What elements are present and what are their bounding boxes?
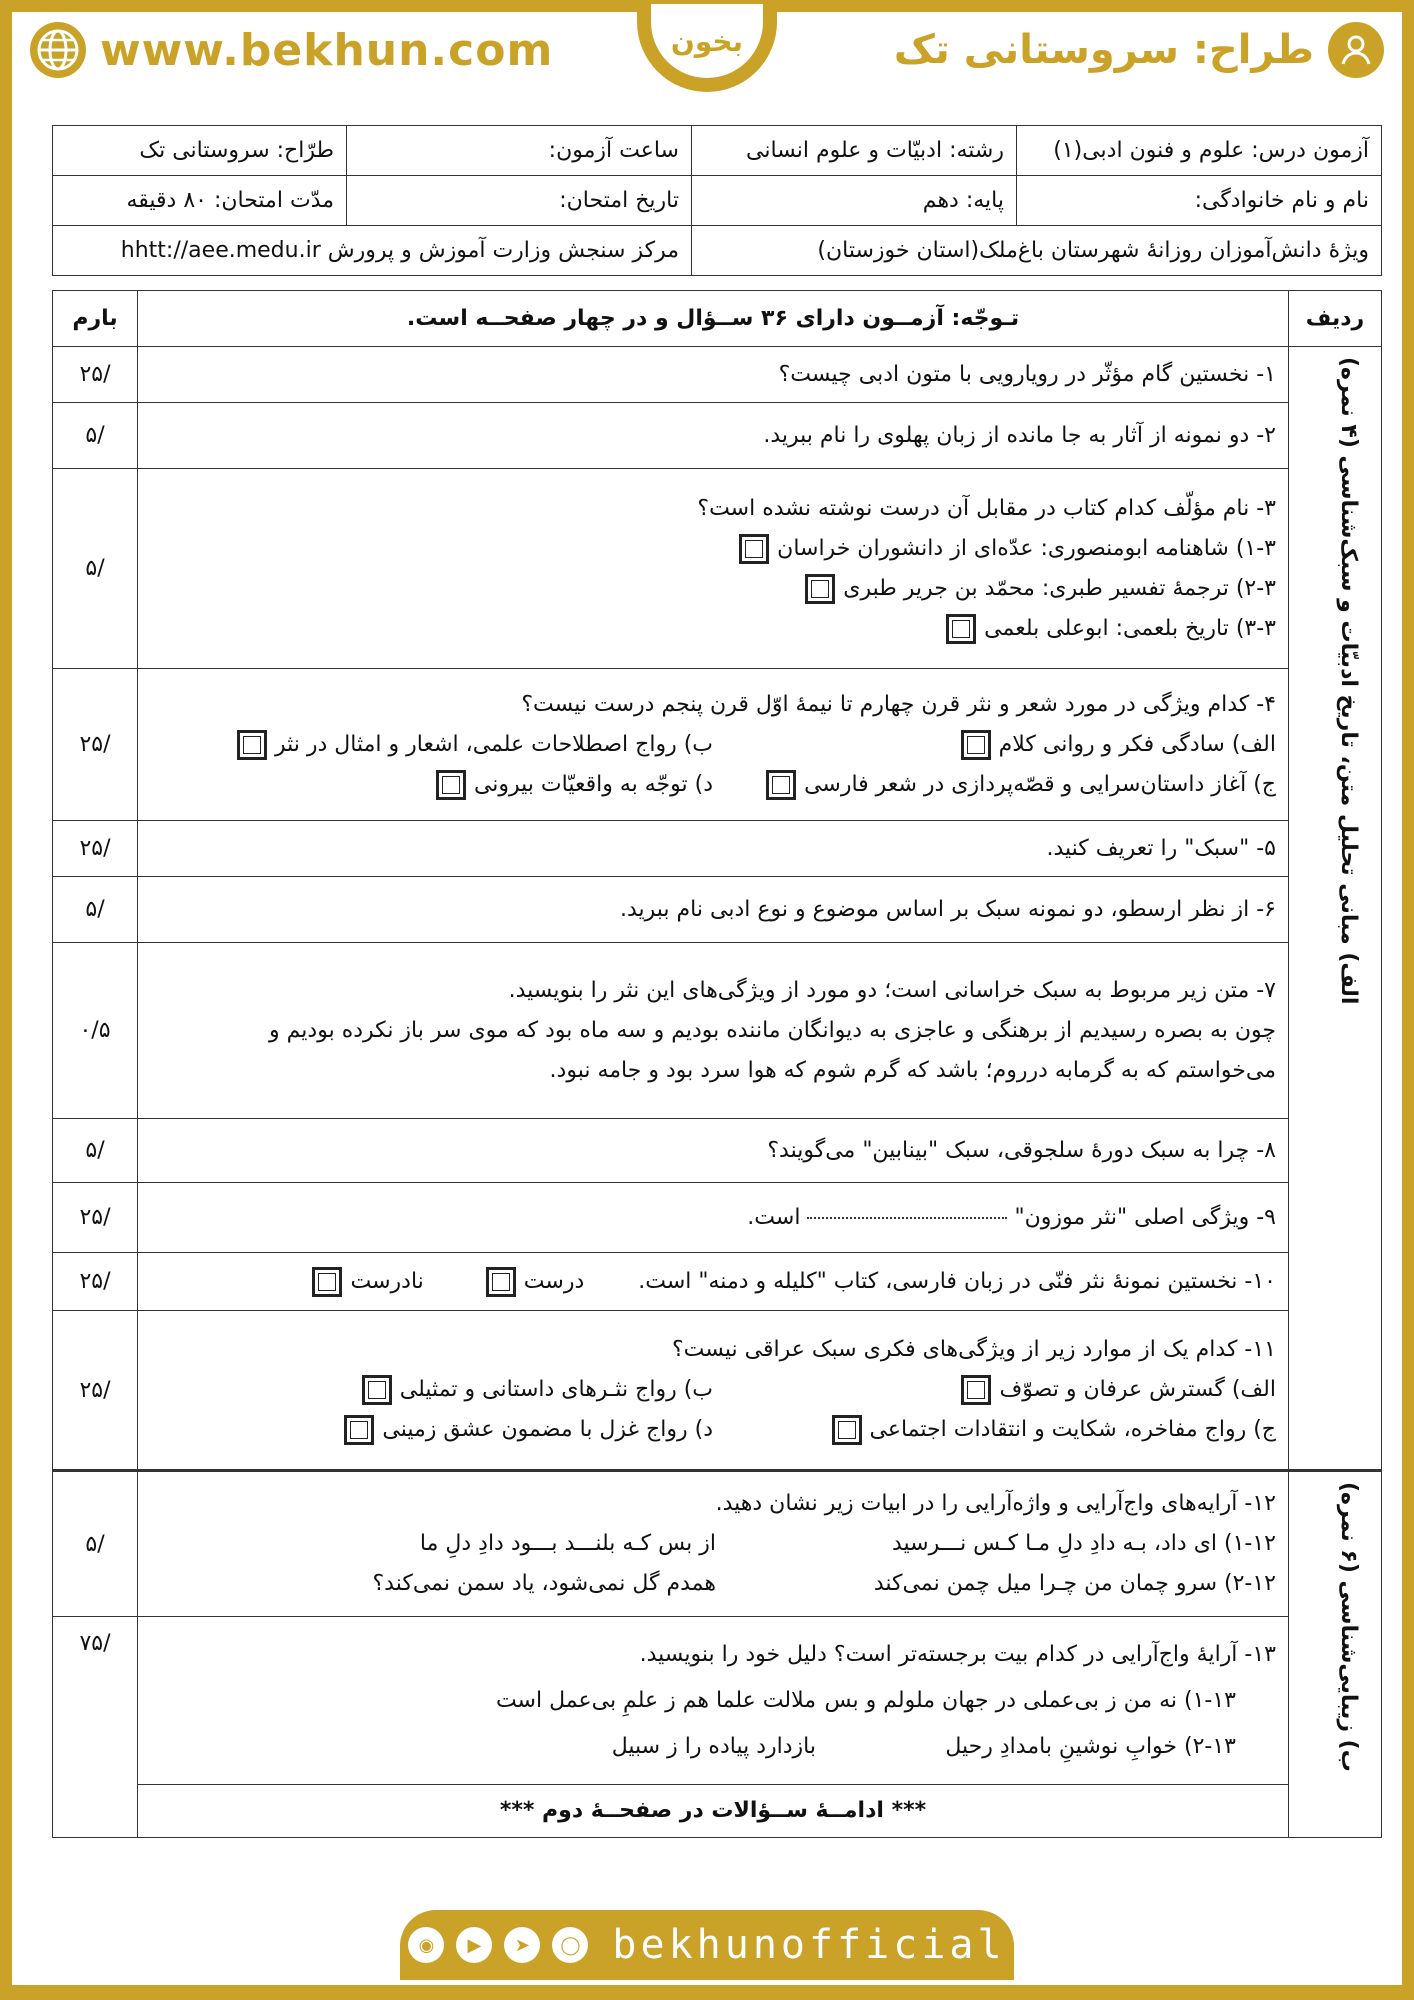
checkbox-icon[interactable]	[739, 534, 769, 564]
question-6: ۶- از نظر ارسطو، دو نمونه سبک بر اساس موضوع و نوع ادبی نام ببرید.	[138, 877, 1289, 943]
designer-badge	[894, 22, 1384, 78]
notice: تـوجّه: آزمــون دارای ۳۶ ســؤال و در چهار صفحــه است.	[138, 291, 1289, 347]
footer-banner	[400, 1910, 1014, 1980]
continue-note: *** ادامــهٔ ســؤالات در صفحــهٔ دوم ***	[138, 1785, 1289, 1838]
q11-option-b[interactable]	[150, 1370, 713, 1410]
q3-option-1-label: ۱-۳) شاهنامه ابومنصوری: عدّه‌ای از دانشوران خراسان	[777, 535, 1276, 561]
q11-option-c-label: ج) رواج مفاخره، شکایت و انتقادات اجتماعی	[869, 1417, 1276, 1442]
score-10: /۲۵	[53, 1253, 138, 1311]
question-5: ۵- "سبک" را تعریف کنید.	[138, 821, 1289, 877]
answer-blank[interactable]	[807, 1217, 1007, 1219]
q7-passage-line-2: می‌خواستم که به گرمابه درروم؛ باشد که گرم شوم که هوا سرد بود و جامه نبود.	[549, 1057, 1276, 1083]
question-13	[138, 1617, 1289, 1785]
checkbox-icon[interactable]	[237, 730, 267, 760]
q13-verse-1b: ملالت علما هم ز علمِ بی‌عمل است	[495, 1687, 816, 1713]
question-4	[138, 669, 1289, 821]
checkbox-icon[interactable]	[961, 730, 991, 760]
q3-option-3-label: ۳-۳) تاریخ بلعمی: ابوعلی بلعمی	[984, 615, 1276, 641]
checkbox-icon[interactable]	[805, 574, 835, 604]
site-link[interactable]	[30, 22, 553, 78]
question-12	[138, 1471, 1289, 1617]
checkbox-icon[interactable]	[832, 1415, 862, 1445]
instagram-icon[interactable]: ◯	[552, 1927, 588, 1963]
question-7	[138, 943, 1289, 1119]
telegram-icon[interactable]: ➤	[504, 1927, 540, 1963]
checkbox-icon[interactable]	[946, 614, 976, 644]
exam-time-cell: ساعت آزمون:	[347, 126, 692, 176]
question-10-text: ۱۰- نخستین نمونهٔ نثر فنّی در زبان فارسی، کتاب "کلیله و دمنه" است.	[638, 1268, 1276, 1294]
q3-option-2[interactable]	[150, 569, 1276, 609]
q3-option-2-label: ۲-۳) ترجمهٔ تفسیر طبری: محمّد بن جریر طبری	[843, 575, 1276, 601]
section-a-label: الف) مبانی تحلیل متن، تاریخ ادبیّات و سبک‌شناسی (۴ نمره)	[1289, 347, 1382, 1471]
q4-option-c[interactable]	[713, 765, 1276, 805]
score-5: /۲۵	[53, 821, 138, 877]
school-cell: ویژهٔ دانش‌آموزان روزانهٔ شهرستان باغ‌ملک(استان خوزستان)	[692, 226, 1382, 276]
exam-info-table	[52, 125, 1382, 276]
checkbox-icon[interactable]	[961, 1375, 991, 1405]
score-4: /۲۵	[53, 669, 138, 821]
field-cell: رشته: ادبیّات و علوم انسانی	[692, 126, 1017, 176]
q12-verse-1b: از بس کـه بلنـــد بـــود دادِ دلِ ما	[419, 1531, 716, 1556]
q13-verse-2a: ۲-۱۳) خوابِ نوشینِ بامدادِ رحیل	[945, 1733, 1236, 1759]
q4-option-b-label: ب) رواج اصطلاحات علمی، اشعار و امثال در نثر	[274, 731, 713, 757]
q3-option-1[interactable]	[150, 529, 1276, 569]
score-7: ۰/۵	[53, 943, 138, 1119]
checkbox-icon[interactable]	[312, 1267, 342, 1297]
checkbox-icon[interactable]	[344, 1415, 374, 1445]
exam-date-cell: تاریخ امتحان:	[347, 176, 692, 226]
bottom-bar	[0, 1985, 1414, 2000]
question-9-text: ۹- ویژگی اصلی "نثر موزون"	[1014, 1204, 1276, 1230]
score-3: /۵	[53, 469, 138, 669]
score-13: /۷۵	[53, 1617, 138, 1838]
question-13-text: ۱۳- آرایهٔ واج‌آرایی در کدام بیت برجسته‌تر است؟ دلیل خود را بنویسید.	[639, 1641, 1276, 1667]
q11-option-c[interactable]	[713, 1410, 1276, 1450]
question-3	[138, 469, 1289, 669]
question-11-text: ۱۱- کدام یک از موارد زیر از ویژگی‌های فکری سبک عراقی نیست؟	[671, 1337, 1276, 1362]
film-icon[interactable]: ◉	[408, 1927, 444, 1963]
score-9: /۲۵	[53, 1183, 138, 1253]
q12-verse-2a: ۲-۱۲) سرو چمان من چـرا میل چمن نمی‌کند	[873, 1571, 1276, 1596]
youtube-icon[interactable]: ▶	[456, 1927, 492, 1963]
checkbox-icon[interactable]	[486, 1267, 516, 1297]
question-12-text: ۱۲- آرایه‌های واج‌آرایی و واژه‌آرایی را در ابیات زیر نشان دهید.	[715, 1491, 1276, 1516]
section-b-label: ب) زیبایی‌شناسی (۶ نمره)	[1289, 1471, 1382, 1838]
radif-header: ردیف	[1289, 291, 1382, 347]
designer-name: طراح: سروستانی تک	[893, 27, 1314, 73]
barem-header: بارم	[53, 291, 138, 347]
score-11: /۲۵	[53, 1311, 138, 1471]
q4-option-d[interactable]	[150, 765, 713, 805]
score-6: /۵	[53, 877, 138, 943]
question-1: ۱- نخستین گام مؤثّر در رویارویی با متون ادبی چیست؟	[138, 347, 1289, 403]
name-cell: نام و نام خانوادگی:	[1017, 176, 1382, 226]
q4-option-c-label: ج) آغاز داستان‌سرایی و قصّه‌پردازی در شعر فارسی	[804, 771, 1276, 797]
site-url: www.bekhun.com	[100, 24, 554, 76]
user-icon	[1328, 22, 1384, 78]
q3-option-3[interactable]	[150, 609, 1276, 649]
social-handle[interactable]: bekhunofficial	[612, 1922, 1006, 1968]
grade-cell: پایه: دهم	[692, 176, 1017, 226]
score-12: /۵	[53, 1471, 138, 1617]
q11-option-a[interactable]	[713, 1370, 1276, 1410]
question-4-text: ۴- کدام ویژگی در مورد شعر و نثر قرن چهارم تا نیمهٔ اوّل قرن پنجم درست نیست؟	[521, 691, 1276, 717]
checkbox-icon[interactable]	[436, 770, 466, 800]
q13-verse-1a: ۱-۱۳) نه من ز بی‌عملی در جهان ملولم و بس	[824, 1687, 1236, 1713]
q11-option-a-label: الف) گسترش عرفان و تصوّف	[999, 1377, 1276, 1402]
q11-option-d[interactable]	[150, 1410, 713, 1450]
q4-option-d-label: د) توجّه به واقعیّات بیرونی	[473, 771, 713, 797]
question-2: ۲- دو نمونه از آثار به جا مانده از زبان پهلوی را نام ببرید.	[138, 403, 1289, 469]
score-2: /۵	[53, 403, 138, 469]
q4-option-a-label: الف) سادگی فکر و روانی کلام	[998, 731, 1276, 757]
q7-passage-line-1: چون به بصره رسیدیم از برهنگی و عاجزی به دیوانگان ماننده بودیم و سه ماه بود که موی سر باز نکرده بودیم و	[269, 1017, 1276, 1043]
q10-true-label: درست	[523, 1268, 585, 1294]
designer-cell: طرّاح: سروستانی تک	[53, 126, 347, 176]
q12-verse-1a: ۱-۱۲) ای داد، بـه دادِ دلِ مـا کـس نـــرسید	[891, 1531, 1276, 1556]
course-cell: آزمون درس: علوم و فنون ادبی(۱)	[1017, 126, 1382, 176]
question-11	[138, 1311, 1289, 1471]
duration-cell: مدّت امتحان: ۸۰ دقیقه	[53, 176, 347, 226]
question-3-text: ۳- نام مؤلّف کدام کتاب در مقابل آن درست نوشته نشده است؟	[697, 495, 1276, 521]
questions-table	[52, 290, 1382, 1838]
q4-option-a[interactable]	[713, 725, 1276, 765]
question-9-tail: است.	[747, 1204, 801, 1230]
q4-option-b[interactable]	[150, 725, 713, 765]
score-8: /۵	[53, 1119, 138, 1183]
question-7-text: ۷- متن زیر مربوط به سبک خراسانی است؛ دو مورد از ویژگی‌های این نثر را بنویسید.	[508, 977, 1276, 1003]
checkbox-icon[interactable]	[766, 770, 796, 800]
question-8: ۸- چرا به سبک دورهٔ سلجوقی، سبک "بینابین" می‌گویند؟	[138, 1119, 1289, 1183]
q10-false-label: نادرست	[350, 1268, 424, 1294]
question-9	[138, 1183, 1289, 1253]
q12-verse-2b: همدم گل نمی‌شود، یاد سمن نمی‌کند؟	[372, 1571, 716, 1596]
q11-option-d-label: د) رواج غزل با مضمون عشق زمینی	[382, 1417, 713, 1442]
q11-option-b-label: ب) رواج نثـرهای داستانی و تمثیلی	[399, 1377, 713, 1402]
logo-mark: بخون	[651, 4, 763, 78]
center-cell: مرکز سنجش وزارت آموزش و پرورش hhtt://aee.medu.ir	[53, 226, 692, 276]
question-10	[138, 1253, 1289, 1311]
checkbox-icon[interactable]	[362, 1375, 392, 1405]
globe-icon	[30, 22, 86, 78]
score-1: /۲۵	[53, 347, 138, 403]
q13-verse-2b: بازدارد پیاده را ز سبیل	[611, 1733, 816, 1759]
